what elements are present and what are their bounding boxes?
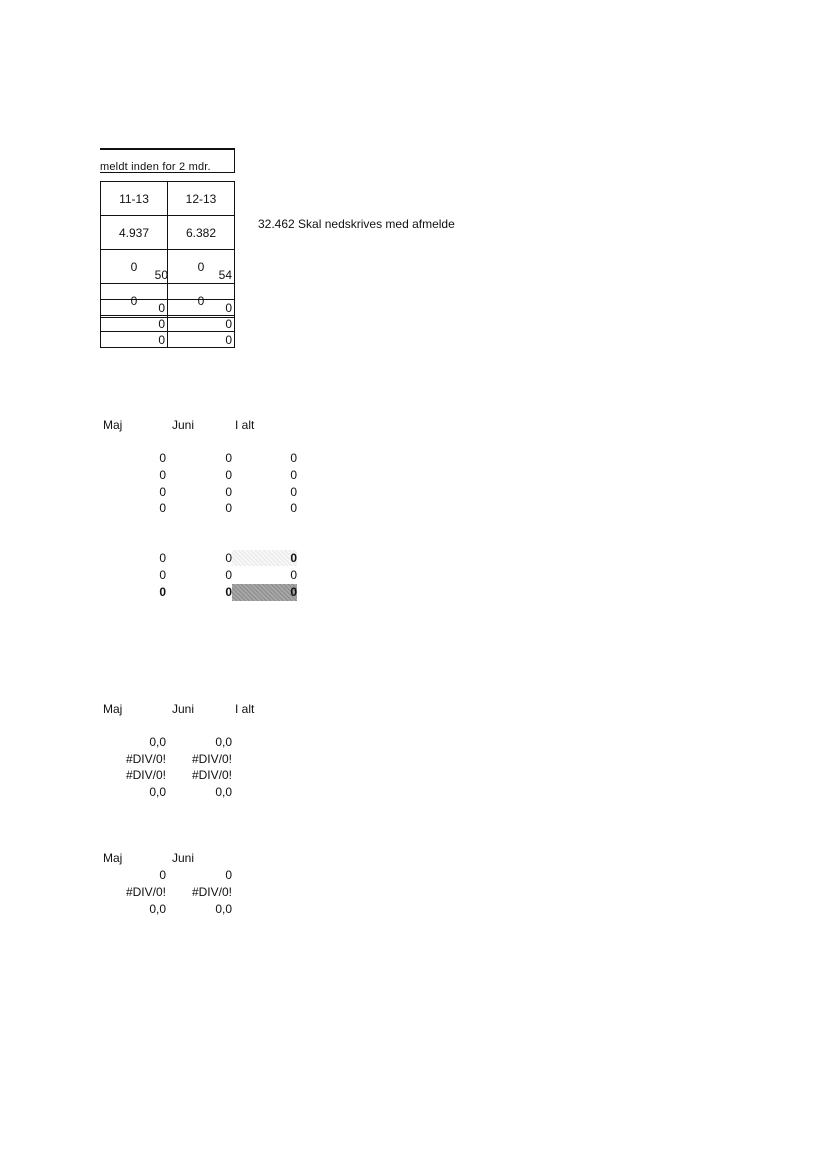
cell: 0	[101, 332, 168, 348]
cell: #DIV/0!	[125, 768, 166, 782]
cell: 0	[225, 568, 232, 582]
cell: 0	[225, 551, 232, 565]
zero-table	[100, 299, 235, 348]
cell: 4.937	[101, 216, 168, 250]
header-juni: Juni	[172, 702, 195, 716]
clipped-header-box	[100, 148, 235, 173]
cell: 0	[159, 585, 166, 599]
cell: 0	[225, 485, 232, 499]
header-maj: Maj	[103, 851, 123, 865]
note-text: 32.462 Skal nedskrives med afmelde	[258, 217, 455, 231]
cell: 0	[101, 300, 168, 316]
header-i-alt: I alt	[235, 702, 255, 716]
cell: 0	[225, 468, 232, 482]
cell: 0	[159, 868, 166, 882]
cell: #DIV/0!	[125, 752, 166, 766]
cell: #DIV/0!	[125, 885, 166, 899]
cell: 0,0	[149, 735, 166, 749]
cell: 0	[290, 468, 297, 482]
cell: 0,0	[149, 785, 166, 799]
clipped-header-text: meldt inden for 2 mdr.	[100, 161, 211, 173]
cell: 0,0	[149, 902, 166, 916]
column-header: 11-13	[101, 182, 168, 216]
cell: #DIV/0!	[191, 752, 232, 766]
header-maj: Maj	[103, 702, 123, 716]
header-i-alt: I alt	[235, 418, 255, 432]
cell: 0	[290, 451, 297, 465]
cell: 0	[225, 868, 232, 882]
header-bottom-rule	[100, 172, 234, 173]
period-header-table	[100, 181, 235, 318]
cell: 0	[290, 485, 297, 499]
cell: 0	[290, 568, 297, 582]
cell: 0	[168, 332, 235, 348]
cell: 0	[159, 451, 166, 465]
cell: 0	[225, 451, 232, 465]
shaded-cell: 0	[232, 550, 297, 566]
cell: 0	[159, 568, 166, 582]
total-value: 54	[218, 268, 232, 282]
header-maj: Maj	[103, 418, 123, 432]
cell: 0	[225, 501, 232, 515]
cell: 0,0	[215, 902, 232, 916]
cell: 6.382	[168, 216, 235, 250]
cell: #DIV/0!	[191, 768, 232, 782]
column-header: 12-13	[168, 182, 235, 216]
shaded-cell-dark: 0	[232, 584, 297, 601]
cell: 0	[159, 501, 166, 515]
cell: 0	[168, 284, 235, 318]
cell: 0	[101, 250, 168, 284]
cell: 0	[159, 468, 166, 482]
header-juni: Juni	[172, 851, 195, 865]
cell: 0	[101, 284, 168, 318]
total-value: 50	[154, 268, 168, 282]
cell: 0	[168, 250, 235, 284]
cell: 0	[101, 316, 168, 332]
cell: 0,0	[215, 785, 232, 799]
cell: 0	[159, 551, 166, 565]
cell: 0	[168, 300, 235, 316]
header-juni: Juni	[172, 418, 195, 432]
cell: 0	[290, 501, 297, 515]
cell: 0	[168, 316, 235, 332]
header-top-rule	[100, 149, 234, 150]
cell: #DIV/0!	[191, 885, 232, 899]
cell: 0,0	[215, 735, 232, 749]
cell: 0	[225, 585, 232, 599]
cell: 0	[159, 485, 166, 499]
